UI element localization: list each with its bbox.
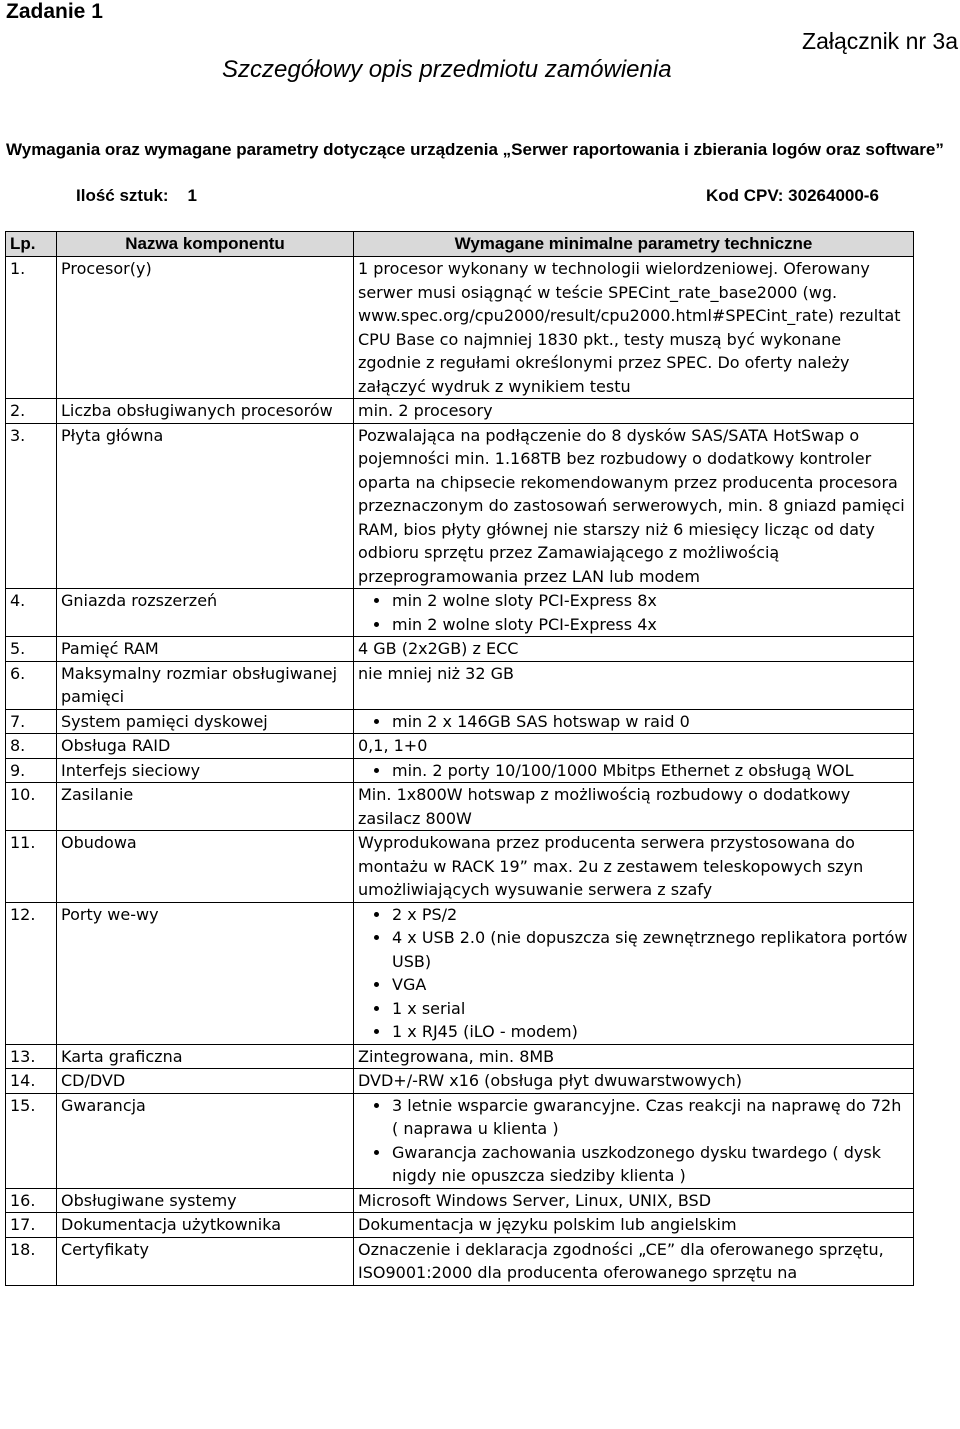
table-row [6, 831, 914, 903]
table-row [6, 783, 914, 831]
table-row [6, 661, 914, 709]
component-parameters: Microsoft Windows Server, Linux, UNIX, BSD [354, 1188, 914, 1213]
component-name: Procesor(y) [57, 257, 354, 399]
component-parameters [354, 1093, 914, 1188]
parameter-list [358, 589, 909, 636]
list-item: • min 2 wolne sloty PCI-Express 8x [391, 589, 909, 613]
table-row [6, 709, 914, 734]
cpv-code: Kod CPV: 30264000-6 [706, 186, 879, 205]
table-row [6, 1093, 914, 1188]
requirements-heading: Wymagania oraz wymagane parametry dotyczące urządzenia „Serwer raportowania i zbierania logów oraz software” [6, 140, 944, 159]
component-name: Dokumentacja użytkownika [57, 1213, 354, 1238]
row-number: 2. [6, 399, 57, 424]
table-row [6, 399, 914, 424]
component-name: Zasilanie [57, 783, 354, 831]
list-item: • min 2 wolne sloty PCI-Express 4x [391, 613, 909, 637]
list-item: • 3 letnie wsparcie gwarancyjne. Czas reakcji na naprawę do 72h ( naprawa u klienta ) [391, 1094, 909, 1141]
list-item: • 1 x serial [391, 997, 909, 1021]
component-parameters: Dokumentacja w języku polskim lub angielskim [354, 1213, 914, 1238]
component-name: Interfejs sieciowy [57, 758, 354, 783]
row-number: 18. [6, 1237, 57, 1285]
table-header-row [6, 232, 914, 257]
list-item: • Gwarancja zachowania uszkodzonego dysku twardego ( dysk nigdy nie opuszcza siedziby klienta ) [391, 1141, 909, 1188]
component-parameters: Wyprodukowana przez producenta serwera przystosowana do montażu w RACK 19” max. 2u z zestawem teleskopowych szyn umożliwiających wysuwanie serwera z szafy [354, 831, 914, 903]
spec-table [5, 231, 914, 1286]
list-item: • min 2 x 146GB SAS hotswap w raid 0 [391, 710, 909, 734]
component-name: CD/DVD [57, 1069, 354, 1094]
header-parameters: Wymagane minimalne parametry techniczne [354, 232, 914, 257]
component-name: Gwarancja [57, 1093, 354, 1188]
row-number: 1. [6, 257, 57, 399]
parameter-list [358, 710, 909, 734]
component-name: Liczba obsługiwanych procesorów [57, 399, 354, 424]
component-name: Płyta główna [57, 423, 354, 589]
row-number: 5. [6, 637, 57, 662]
table-row [6, 423, 914, 589]
component-parameters: min. 2 procesory [354, 399, 914, 424]
row-number: 4. [6, 589, 57, 637]
table-row [6, 1188, 914, 1213]
component-parameters: Min. 1x800W hotswap z możliwością rozbudowy o dodatkowy zasilacz 800W [354, 783, 914, 831]
component-name: Certyfikaty [57, 1237, 354, 1285]
component-parameters: Pozwalająca na podłączenie do 8 dysków SAS/SATA HotSwap o pojemności min. 1.168TB bez rozbudowy o dodatkowy kontroler oparta na chipsecie rekomendowanym przez producenta procesora przeznaczonym do zastosowań serwerowych, min. 8 gniazd pamięci RAM, bios płyty głównej nie starszy niż 6 miesięcy licząc od daty odbioru sprzętu przez Zamawiającego z możliwością przeprogramowania przez LAN lub modem [354, 423, 914, 589]
component-name: Maksymalny rozmiar obsługiwanej pamięci [57, 661, 354, 709]
component-parameters: Zintegrowana, min. 8MB [354, 1044, 914, 1069]
component-name: Obsługiwane systemy [57, 1188, 354, 1213]
component-parameters: Oznaczenie i deklaracja zgodności „CE” dla oferowanego sprzętu, ISO9001:2000 dla producenta oferowanego sprzętu na [354, 1237, 914, 1285]
row-number: 3. [6, 423, 57, 589]
table-row [6, 1069, 914, 1094]
component-parameters [354, 709, 914, 734]
component-parameters: 0,1, 1+0 [354, 734, 914, 759]
component-parameters: 1 procesor wykonany w technologii wielordzeniowej. Oferowany serwer musi osiągnąć w teście SPECint_rate_base2000 (wg. www.spec.org/cpu2000/result/cpu2000.html#SPECint_rate) rezultat CPU Base co najmniej 1830 pkt., testy muszą być wykonane zgodnie z regułami określonymi przez SPEC. Do oferty należy załączyć wydruk z wynikiem testu [354, 257, 914, 399]
table-row [6, 257, 914, 399]
row-number: 13. [6, 1044, 57, 1069]
component-parameters: 4 GB (2x2GB) z ECC [354, 637, 914, 662]
spec-table-body [6, 257, 914, 1286]
list-item: • 1 x RJ45 (iLO - modem) [391, 1020, 909, 1044]
parameter-list [358, 903, 909, 1044]
component-name: System pamięci dyskowej [57, 709, 354, 734]
header-component: Nazwa komponentu [57, 232, 354, 257]
task-title: Zadanie 1 [6, 0, 103, 23]
component-name: Porty we-wy [57, 902, 354, 1044]
quantity-label: Ilość sztuk: [76, 186, 169, 205]
parameter-list [358, 1094, 909, 1188]
component-name: Obsługa RAID [57, 734, 354, 759]
component-name: Karta graficzna [57, 1044, 354, 1069]
row-number: 16. [6, 1188, 57, 1213]
attachment-label: Załącznik nr 3a [802, 28, 958, 54]
quantity [76, 186, 197, 206]
component-name: Obudowa [57, 831, 354, 903]
table-row [6, 1237, 914, 1285]
parameter-list [358, 759, 909, 783]
quantity-value: 1 [187, 186, 197, 205]
component-name: Gniazda rozszerzeń [57, 589, 354, 637]
list-item: • 2 x PS/2 [391, 903, 909, 927]
table-row [6, 1213, 914, 1238]
row-number: 7. [6, 709, 57, 734]
component-parameters [354, 902, 914, 1044]
row-number: 10. [6, 783, 57, 831]
row-number: 9. [6, 758, 57, 783]
table-row [6, 637, 914, 662]
row-number: 14. [6, 1069, 57, 1094]
table-row [6, 902, 914, 1044]
table-row [6, 758, 914, 783]
row-number: 8. [6, 734, 57, 759]
component-parameters [354, 758, 914, 783]
row-number: 11. [6, 831, 57, 903]
list-item: • 4 x USB 2.0 (nie dopuszcza się zewnętrznego replikatora portów USB) [391, 926, 909, 973]
header-lp: Lp. [6, 232, 57, 257]
component-parameters: DVD+/-RW x16 (obsługa płyt dwuwarstwowych) [354, 1069, 914, 1094]
table-row [6, 1044, 914, 1069]
row-number: 6. [6, 661, 57, 709]
table-row [6, 734, 914, 759]
document-subtitle: Szczegółowy opis przedmiotu zamówienia [222, 56, 672, 83]
component-parameters: nie mniej niż 32 GB [354, 661, 914, 709]
component-parameters [354, 589, 914, 637]
row-number: 15. [6, 1093, 57, 1188]
component-name: Pamięć RAM [57, 637, 354, 662]
row-number: 17. [6, 1213, 57, 1238]
list-item: • VGA [391, 973, 909, 997]
table-row [6, 589, 914, 637]
list-item: • min. 2 porty 10/100/1000 Mbitps Ethernet z obsługą WOL [391, 759, 909, 783]
row-number: 12. [6, 902, 57, 1044]
